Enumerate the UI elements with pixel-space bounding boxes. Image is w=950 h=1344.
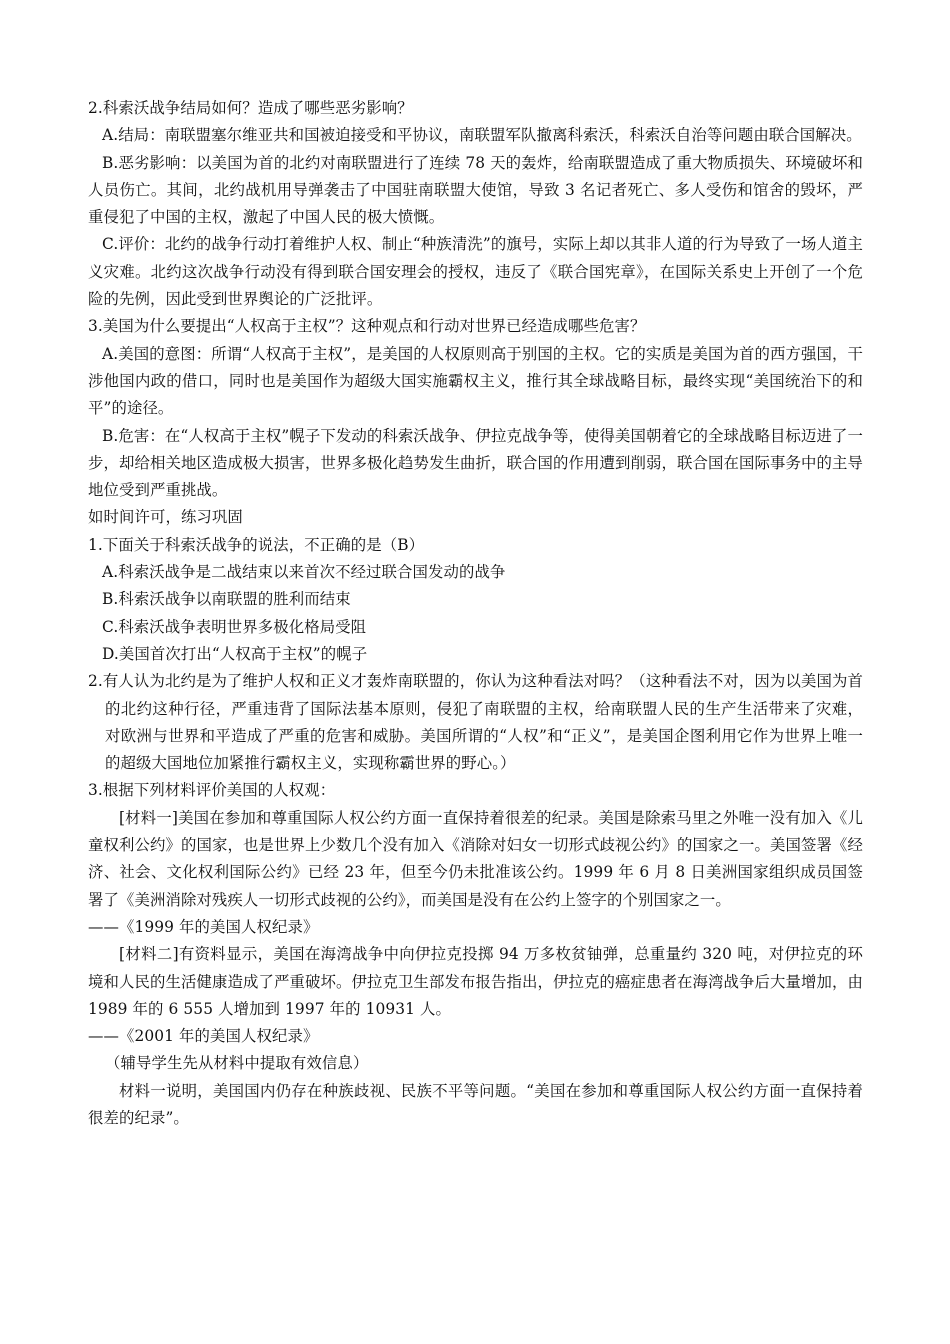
exercise-heading: 如时间许可，练习巩固 [88,508,243,527]
material-1-source: ——《1999 年的美国人权纪录》 [88,917,319,936]
exercise-1-option-d: D.美国首次打出“人权高于主权”的幌子 [102,644,368,663]
exercise-1-option-a: A.科索沃战争是二战结束以来首次不经过联合国发动的战争 [102,563,506,582]
material-1-analysis: 材料一说明，美国国内仍存在种族歧视、民族不平等问题。“美国在参加和尊重国际人权公约方面一直保持着很差的纪录”。 [88,1081,863,1127]
question-3-heading: 3.美国为什么要提出“人权高于主权”？这种观点和行动对世界已经造成哪些危害？ [88,317,646,336]
exercise-3-question: 3.根据下列材料评价美国的人权观： [88,781,336,800]
exercise-1-option-c: C.科索沃战争表明世界多极化格局受阻 [102,617,367,636]
answer-3b-harm: B.危害：在“人权高于主权”幌子下发动的科索沃战争、伊拉克战争等，使得美国朝着它的全球战略目标迈进了一步，却给相关地区造成极大损害，世界多极化趋势发生曲折，联合国的作用遭到削弱，联合国在国际事务中的主导地位受到严重挑战。 [88,426,863,500]
material-2-source: ——《2001 年的美国人权纪录》 [88,1027,319,1046]
material-1: [材料一]美国在参加和尊重国际人权公约方面一直保持着很差的纪录。美国是除索马里之外唯一没有加入《儿童权利公约》的国家，也是世界上少数几个没有加入《消除对妇女一切形式歧视公约》的国家之一。美国签署《经济、社会、文化权利国际公约》已经 23 年，但至今仍未批准该公约。1999 年 6 月 8 日美洲国家组织成员国签署了《美洲消除对残疾人一切形式歧视的公约》，而美国是没有在公约上签字的个别国家之一。 [88,808,863,909]
document-page [88,95,863,1132]
teaching-note: （辅导学生先从材料中提取有效信息） [105,1054,369,1073]
answer-3a-intent: A.美国的意图：所谓“人权高于主权”，是美国的人权原则高于别国的主权。它的实质是美国为首的西方强国，干涉他国内政的借口，同时也是美国作为超级大国实施霸权主义，推行其全球战略目标，最终实现“美国统治下的和平”的途径。 [88,344,863,418]
answer-2c-evaluation: C.评价：北约的战争行动打着维护人权、制止“种族清洗”的旗号，实际上却以其非人道的行为导致了一场人道主义灾难。北约这次战争行动没有得到联合国安理会的授权，违反了《联合国宪章》，在国际关系史上开创了一个危险的先例，因此受到世界舆论的广泛批评。 [88,235,863,309]
exercise-1-option-b: B.科索沃战争以南联盟的胜利而结束 [102,590,351,609]
material-2: [材料二]有资料显示，美国在海湾战争中向伊拉克投掷 94 万多枚贫铀弹，总重量约 320 吨，对伊拉克的环境和人民的生活健康造成了严重破坏。伊拉克卫生部发布报告指出，伊拉克的癌症患者在海湾战争后大量增加，由 1989 年的 6 555 人增加到 1997 年的 10931 人。 [88,945,863,1018]
exercise-2-question: 2.有人认为北约是为了维护人权和正义才轰炸南联盟的，你认为这种看法对吗？（这种看法不对，因为以美国为首的北约这种行径，严重违背了国际法基本原则，侵犯了南联盟的主权，给南联盟人民的生产生活带来了灾难，对欧洲与世界和平造成了严重的危害和威胁。美国所谓的“人权”和“正义”，是美国企图利用它作为世界上唯一的超级大国地位加紧推行霸权主义，实现称霸世界的野心。） [88,672,863,773]
exercise-1-question: 1.下面关于科索沃战争的说法，不正确的是（B） [88,535,425,554]
answer-2a-outcome: A.结局：南联盟塞尔维亚共和国被迫接受和平协议，南联盟军队撤离科索沃，科索沃自治等问题由联合国解决。 [102,126,862,145]
answer-2b-impact: B.恶劣影响：以美国为首的北约对南联盟进行了连续 78 天的轰炸，给南联盟造成了重大物质损失、环境破坏和人员伤亡。其间，北约战机用导弹袭击了中国驻南联盟大使馆，导致 3 名记者死亡、多人受伤和馆舍的毁坏，严重侵犯了中国的主权，激起了中国人民的极大愤慨。 [88,153,863,227]
question-2-heading: 2.科索沃战争结局如何？造成了哪些恶劣影响？ [88,99,413,117]
